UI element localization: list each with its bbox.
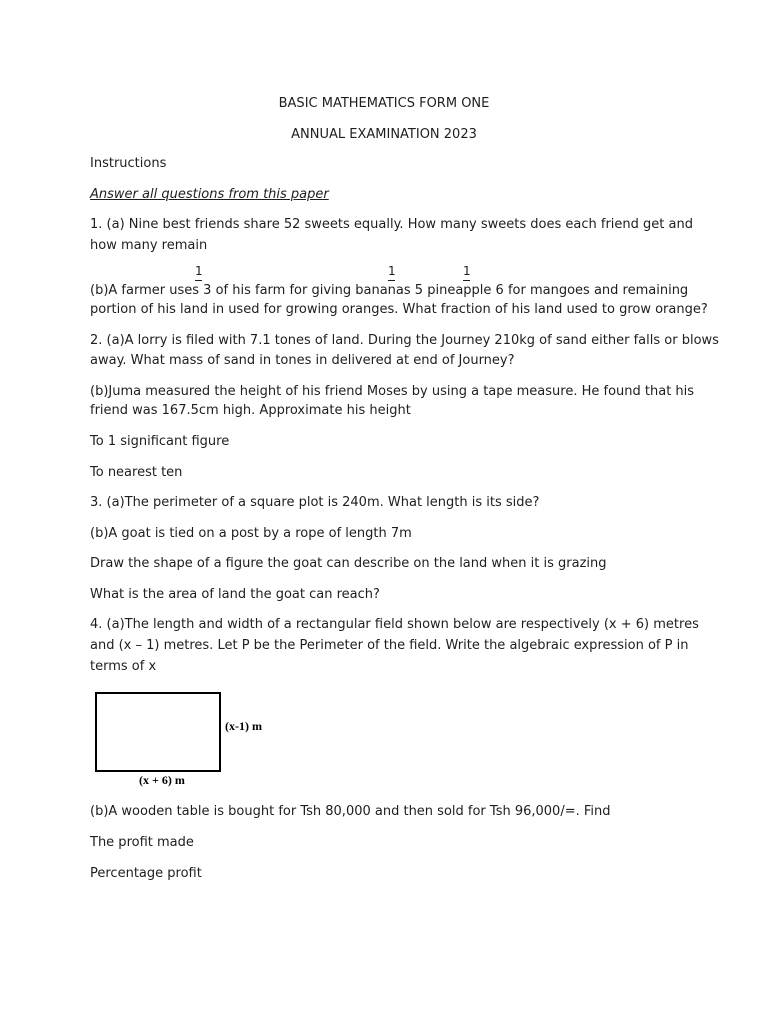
fraction-numerator: 1 [195, 264, 203, 278]
q1b-line2: portion of his land in used for growing oranges. What fraction of his land used to grow orange? [90, 302, 708, 317]
fraction-numerator: 1 [463, 264, 471, 278]
width-label: (x-1) m [225, 719, 262, 733]
q1a-line1: 1. (a) Nine best friends share 52 sweets equally. How many sweets does each friend get and [90, 217, 693, 232]
exam-title: BASIC MATHEMATICS FORM ONE [278, 96, 490, 111]
rectangular-field [95, 692, 221, 772]
exam-subtitle: ANNUAL EXAMINATION 2023 [291, 127, 477, 142]
instructions-note: Answer all questions from this paper [90, 187, 329, 202]
q4b-part-i: The profit made [90, 835, 194, 850]
q2a-line1: 2. (a)A lorry is filed with 7.1 tones of land. During the Journey 210kg of sand either falls or blows [90, 333, 719, 348]
q3a: 3. (a)The perimeter of a square plot is 240m. What length is its side? [90, 495, 540, 510]
q1b-line1 [90, 281, 690, 301]
q3b-part-i: Draw the shape of a figure the goat can describe on the land when it is grazing [90, 556, 607, 571]
q4a-line1: 4. (a)The length and width of a rectangular field shown below are respectively (x + 6) metres [90, 617, 699, 632]
fraction-bar [195, 266, 202, 282]
q1a-line2: how many remain [90, 238, 208, 253]
q1b-text: of his farm for giving bananas [215, 283, 411, 298]
q4a-line2: and (x – 1) metres. Let P be the Perimeter of the field. Write the algebraic expression of P in [90, 638, 689, 653]
q4b: (b)A wooden table is bought for Tsh 80,000 and then sold for Tsh 96,000/=. Find [90, 804, 611, 819]
q2a-line2: away. What mass of sand in tones in delivered at end of Journey? [90, 353, 515, 368]
q1b-text: pineapple [427, 283, 492, 298]
q2b-line1: (b)Juma measured the height of his friend Moses by using a tape measure. He found that his [90, 384, 695, 399]
fraction-denominator: 6 [495, 283, 504, 298]
fraction-bar [388, 266, 395, 282]
q3b: (b)A goat is tied on a post by a rope of length 7m [90, 526, 412, 541]
q4a-line3: terms of x [90, 659, 157, 674]
q1b-text: (b)A farmer uses [90, 283, 200, 298]
length-label: (x + 6) m [139, 773, 185, 787]
fraction-denominator: 5 [414, 283, 424, 298]
fraction-bar [463, 266, 470, 282]
q2b-part-ii: To nearest ten [90, 465, 183, 480]
q2b-part-i: To 1 significant figure [90, 434, 230, 449]
instructions-heading: Instructions [90, 156, 167, 171]
q4b-part-ii: Percentage profit [90, 866, 202, 881]
fraction-denominator: 3 [203, 283, 212, 298]
q1b-text: for mangoes and remaining [507, 283, 689, 298]
fraction-numerator: 1 [388, 264, 396, 278]
q3b-part-ii: What is the area of land the goat can reach? [90, 587, 380, 602]
q2b-line2: friend was 167.5cm high. Approximate his height [90, 403, 411, 418]
